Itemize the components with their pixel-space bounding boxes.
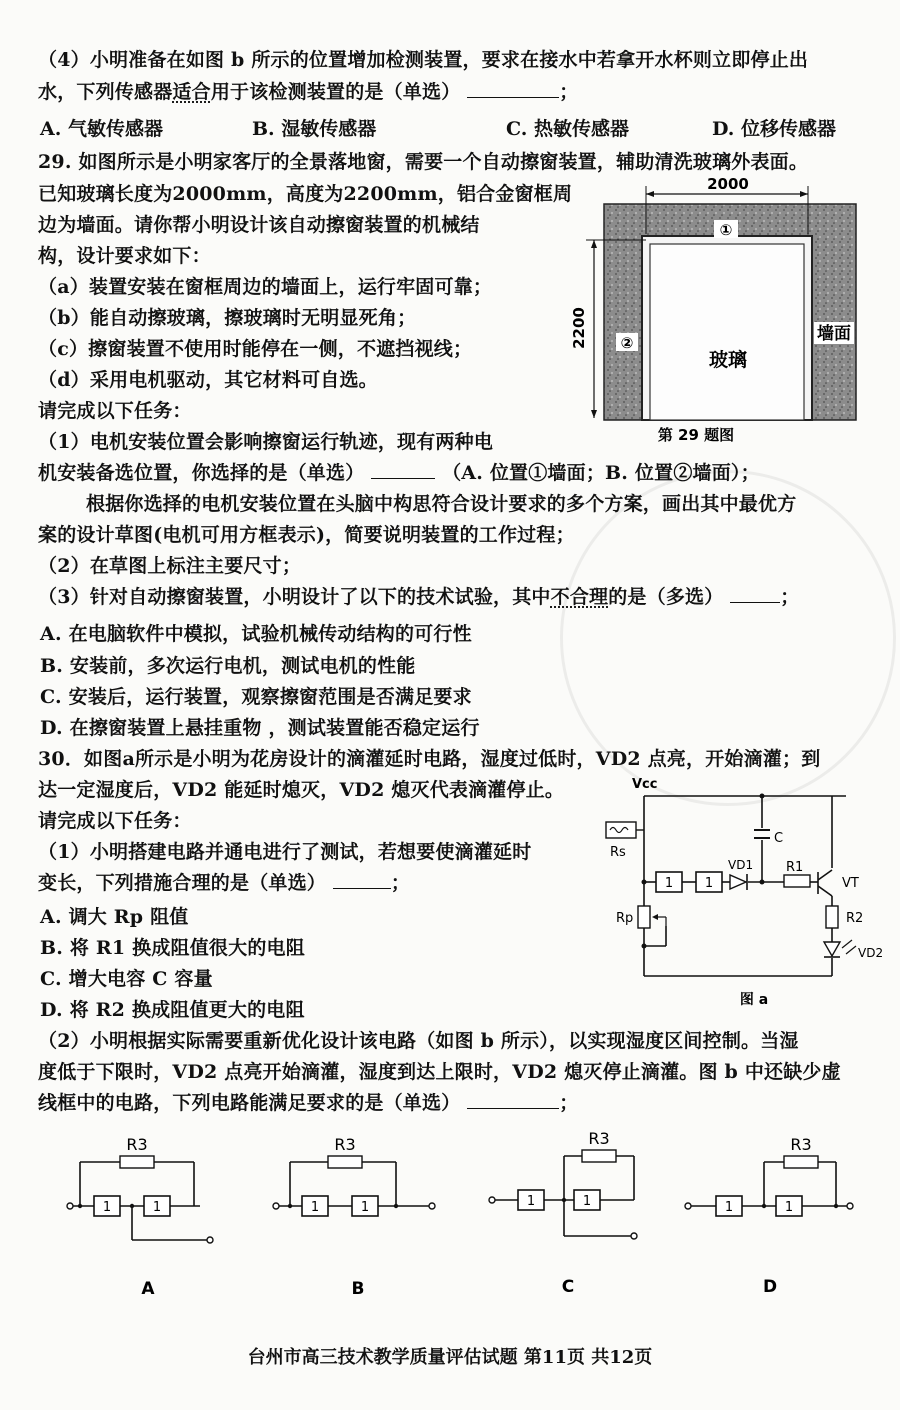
potentiometer-rp [638, 906, 650, 928]
height-label: 2200 [570, 307, 588, 349]
q29-line3: 边为墙面。请你帮小明设计该自动擦窗装置的机械结 [38, 214, 480, 236]
not-gate-2-label: 1 [704, 876, 714, 891]
q29-option-b: B. 安装前，多次运行电机，测试电机的性能 [40, 655, 416, 677]
width-label: 2000 [707, 176, 749, 193]
width-arrow-left [646, 191, 654, 197]
pos2-label: ② [620, 334, 634, 352]
q28-answer-blank[interactable] [467, 79, 559, 98]
choice-d-circuit[interactable] [680, 1126, 870, 1306]
not-gate-label: 1 [582, 1194, 592, 1209]
q29-task1-text-b: （A. 位置①墙面；B. 位置②墙面）； [442, 462, 760, 484]
page-footer: 台州市高三技术教学质量评估试题 第11页 共12页 [247, 1347, 653, 1368]
q30-part2-line1: （2）小明根据实际需要重新优化设计该电路（如图 b 所示），以实现湿度区间控制。当湿 [38, 1030, 799, 1052]
circuit-figure-a [596, 776, 896, 1012]
q30-part1-blank[interactable] [333, 870, 391, 889]
width-arrow-right [800, 191, 808, 197]
choice-b-letter: B [351, 1279, 365, 1299]
q28-emphasis: 适合 [172, 81, 211, 103]
r2-label: R2 [846, 911, 864, 926]
height-arrow-bottom [591, 410, 597, 418]
vd1-label: VD1 [728, 858, 754, 872]
q30-option-a: A. 调大 Rp 阻值 [40, 906, 189, 928]
q29-task1-text-a: 机安装备选位置，你选择的是（单选） [38, 462, 365, 484]
q29-task3-text-b: 的是（多选） [608, 586, 724, 608]
rs-label: Rs [610, 845, 626, 860]
q28-option-a: A. 气敏传感器 [40, 118, 163, 140]
q29-req-c: （c）擦窗装置不使用时能停在一侧，不遮挡视线； [38, 338, 473, 360]
pos1-label: ① [719, 221, 733, 239]
q29-task2: （2）在草图上标注主要尺寸； [38, 555, 302, 577]
height-arrow-top [591, 240, 597, 248]
q29-task3-text-a: （3）针对自动擦窗装置，小明设计了以下的技术试验，其中 [38, 586, 551, 608]
c-label: C [774, 831, 784, 846]
q30-part1-line2: 变长，下列措施合理的是（单选） ； [38, 872, 411, 894]
r3-label: R3 [334, 1135, 356, 1154]
q30-line2: 达一定湿度后，VD2 能延时熄灭，VD2 熄灭代表滴灌停止。 [38, 779, 565, 801]
choice-a-letter: A [141, 1279, 155, 1299]
choice-b-circuit[interactable] [272, 1126, 452, 1306]
choice-d-letter: D [762, 1277, 778, 1297]
q28-part4-text-a: 水，下列传感器 [38, 81, 173, 103]
vd2-label: VD2 [858, 946, 884, 960]
glass-pane [650, 244, 804, 420]
q30-line1: 30．如图a所示是小明为花房设计的滴灌延时电路，湿度过低时，VD2 点亮，开始滴灌；到 [38, 748, 821, 770]
q29-task-intro: 请完成以下任务： [38, 400, 192, 422]
wall-label: 墙面 [817, 324, 851, 344]
q29-req-a: （a）装置安装在窗框周边的墙面上，运行牢固可靠； [38, 276, 493, 298]
glass-label: 玻璃 [708, 349, 748, 371]
choice-a-circuit[interactable] [60, 1126, 240, 1306]
diode-vd1 [730, 875, 746, 889]
q30-part2-line2: 度低于下限时，VD2 点亮开始滴灌，湿度到达上限时，VD2 熄灭停止滴灌。图 b 中还缺少虚 [38, 1061, 841, 1083]
q29-line1: 29. 如图所示是小明家客厅的全景落地窗，需要一个自动擦窗装置，辅助清洗玻璃外表面。 [38, 151, 809, 173]
q30-part2-text: 线框中的电路，下列电路能满足要求的是（单选） [38, 1092, 461, 1114]
q29-task3-blank[interactable] [730, 584, 780, 603]
resistor-r2 [826, 906, 838, 928]
not-gate-label: 1 [784, 1200, 794, 1215]
r3-label: R3 [790, 1135, 812, 1154]
choice-c-letter: C [561, 1277, 575, 1297]
q29-line2: 已知玻璃长度为2000mm，高度为2200mm，铝合金窗框周 [38, 183, 573, 205]
not-gate-label: 1 [526, 1194, 536, 1209]
q30-part2-line3: 线框中的电路，下列电路能满足要求的是（单选） ； [38, 1092, 579, 1114]
q30-task-intro: 请完成以下任务： [38, 810, 192, 832]
q29-task1-line2 [38, 459, 760, 487]
q29-option-a: A. 在电脑软件中模拟，试验机械传动结构的可行性 [40, 623, 472, 645]
figure-a-caption: 图 a [739, 992, 769, 1008]
q28-option-d: D. 位移传感器 [712, 118, 837, 140]
q29-emphasis: 不合理 [550, 586, 609, 608]
q29-line4: 构，设计要求如下： [38, 245, 211, 267]
r3-resistor [582, 1150, 616, 1162]
resistor-r1 [784, 875, 810, 887]
led-vd2 [824, 942, 840, 956]
r3-resistor [328, 1156, 362, 1168]
not-gate-label: 1 [310, 1200, 320, 1215]
not-gate-label: 1 [152, 1200, 162, 1215]
vcc-label: Vcc [632, 777, 658, 792]
q28-option-c: C. 热敏传感器 [506, 118, 630, 140]
r3-resistor [120, 1156, 154, 1168]
choice-c-circuit[interactable] [484, 1126, 664, 1306]
q29-task1-line4: 案的设计草图(电机可用方框表示)，简要说明装置的工作过程； [38, 524, 575, 546]
rp-label: Rp [616, 911, 634, 926]
not-gate-1-label: 1 [664, 876, 674, 891]
figure-caption: 第 29 题图 [657, 426, 735, 444]
not-gate-label: 1 [724, 1200, 734, 1215]
q28-part4-text-b: 用于该检测装置的是（单选） [210, 81, 461, 103]
q29-task1-line3: 根据你选择的电机安装位置在头脑中构思符合设计要求的多个方案，画出其中最优方 [86, 493, 797, 515]
q30-option-d: D. 将 R2 换成阻值更大的电阻 [40, 999, 305, 1021]
q29-task1-blank[interactable] [371, 460, 435, 479]
q28-part4-line1: （4）小明准备在如图 b 所示的位置增加检测装置，要求在接水中若拿开水杯则立即停止出 [38, 49, 809, 71]
not-gate-label: 1 [360, 1200, 370, 1215]
q29-window-figure [566, 176, 866, 446]
q30-option-c: C. 增大电容 C 容量 [40, 968, 213, 990]
q29-task1-line1: （1）电机安装位置会影响擦窗运行轨迹，现有两种电 [38, 431, 494, 453]
r3-resistor [784, 1156, 818, 1168]
q29-req-b: （b）能自动擦玻璃，擦玻璃时无明显死角； [38, 307, 417, 329]
r3-label: R3 [588, 1129, 610, 1148]
q30-part1-text: 变长，下列措施合理的是（单选） [38, 872, 327, 894]
q29-req-d: （d）采用电机驱动，其它材料可自选。 [38, 369, 378, 391]
not-gate-label: 1 [102, 1200, 112, 1215]
q30-part2-blank[interactable] [467, 1090, 559, 1109]
q30-option-b: B. 将 R1 换成阻值很大的电阻 [40, 937, 305, 959]
q30-part1-line1: （1）小明搭建电路并通电进行了测试，若想要使滴灌延时 [38, 841, 532, 863]
q28-part4-line2: 水，下列传感器适合用于该检测装置的是（单选） ； [38, 81, 579, 103]
q29-option-c: C. 安装后，运行装置，观察擦窗范围是否满足要求 [40, 686, 472, 708]
q28-option-b: B. 湿敏传感器 [252, 118, 377, 140]
r1-label: R1 [786, 860, 804, 875]
q29-task3: （3）针对自动擦窗装置，小明设计了以下的技术试验，其中不合理的是（多选） ； [38, 586, 800, 608]
r3-label: R3 [126, 1135, 148, 1154]
q29-option-d: D. 在擦窗装置上悬挂重物 ，测试装置能否稳定运行 [40, 717, 480, 739]
vt-label: VT [842, 876, 859, 891]
